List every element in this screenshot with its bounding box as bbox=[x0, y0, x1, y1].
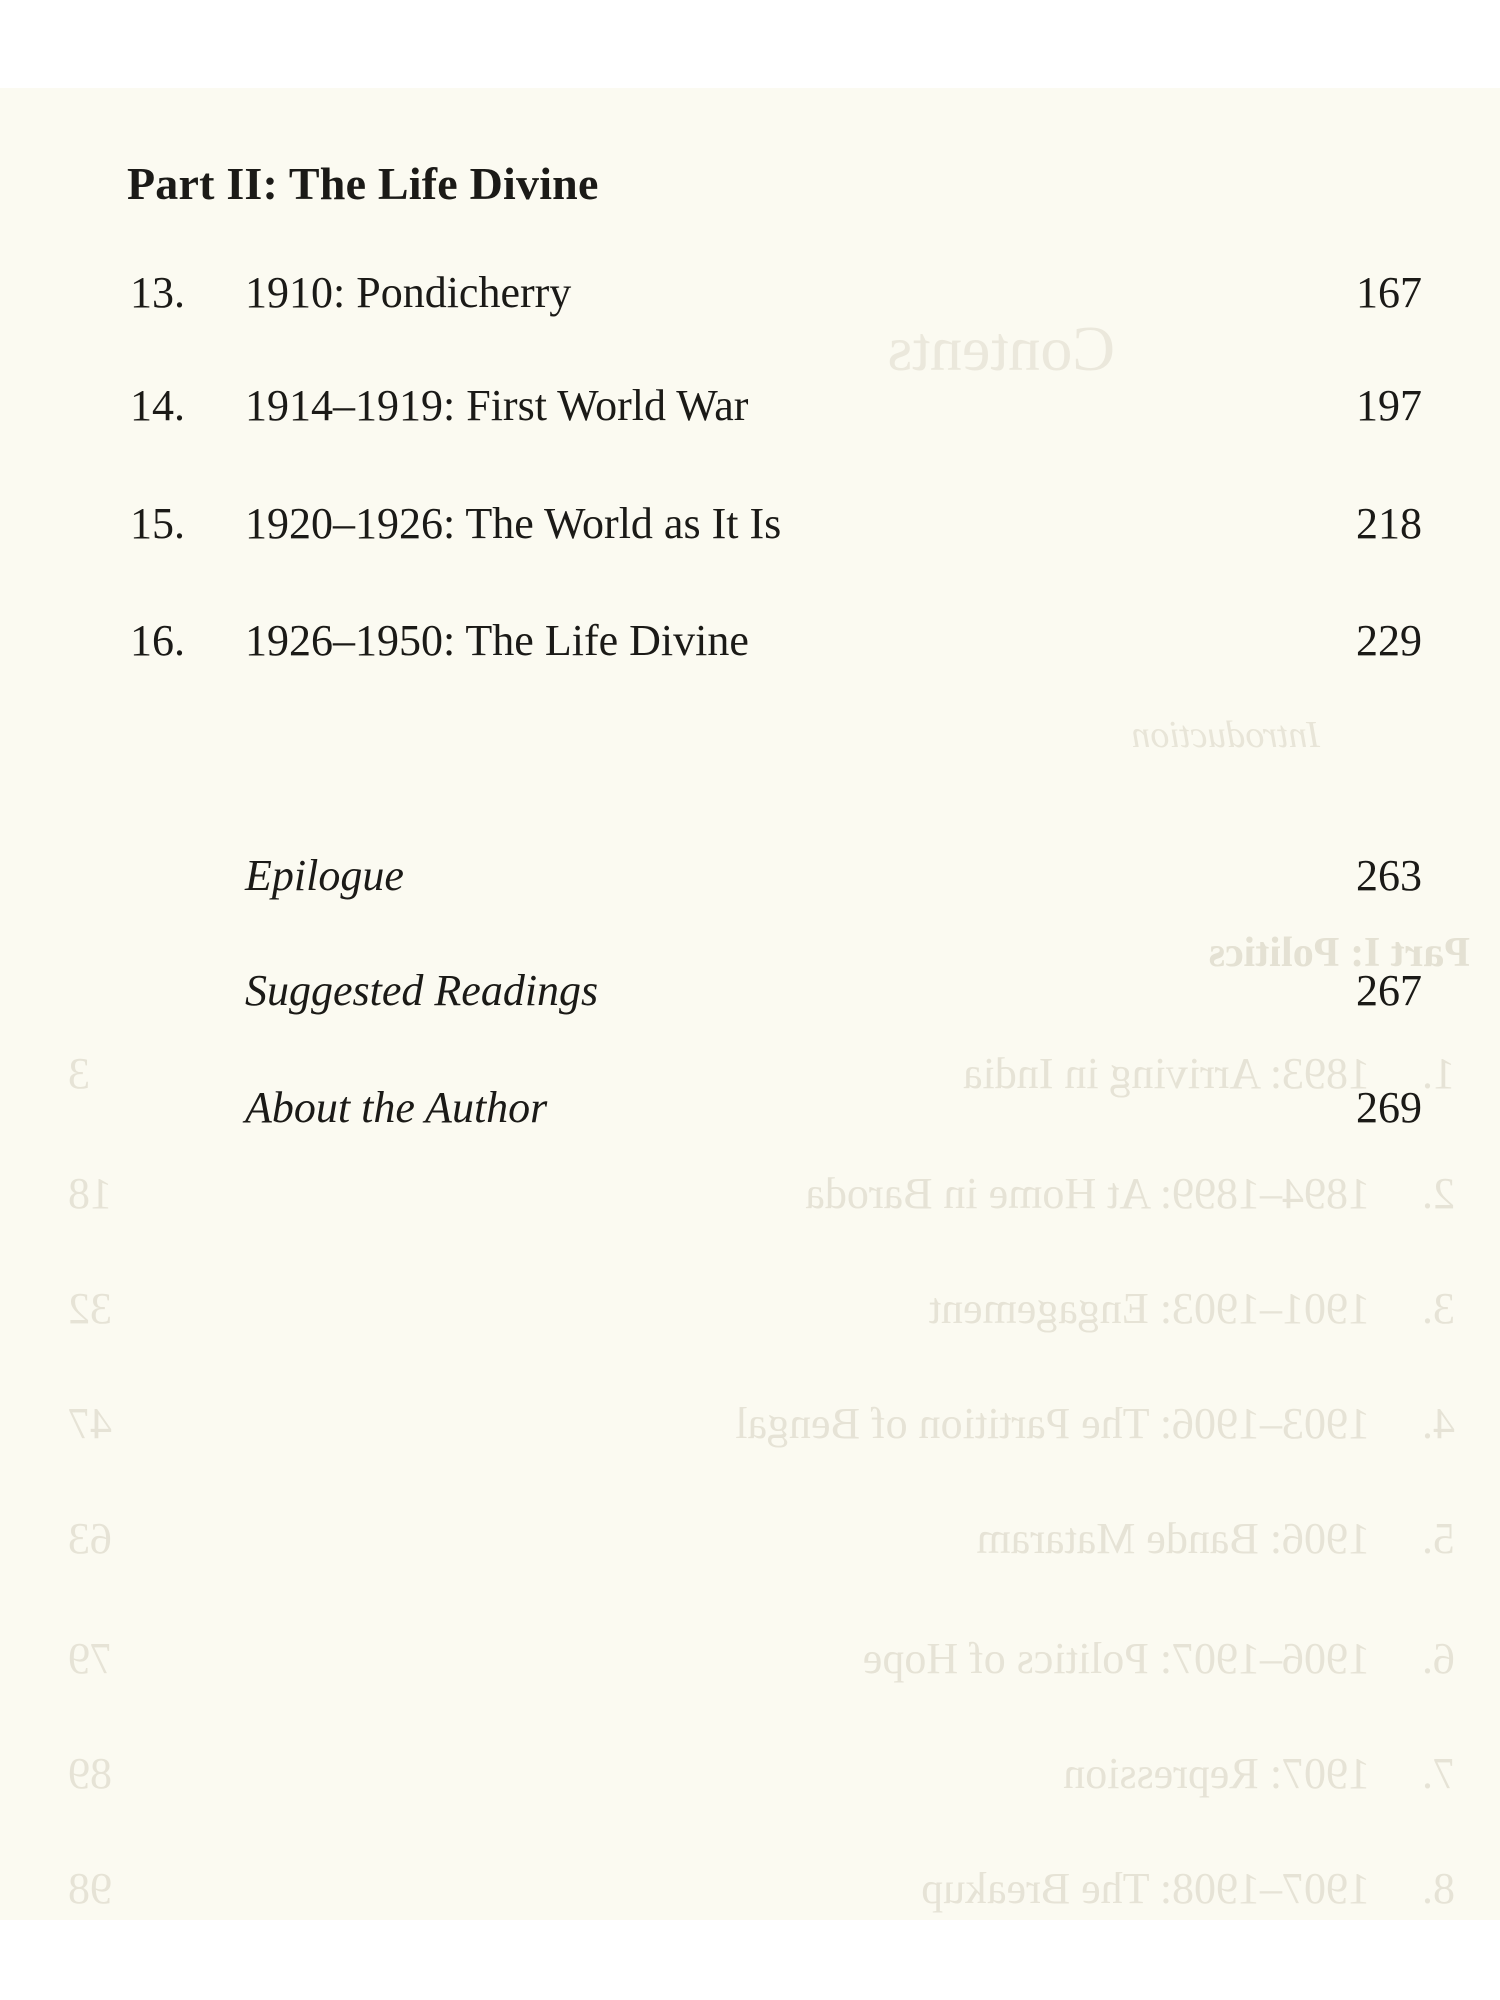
chapter-number: 13. bbox=[130, 268, 185, 317]
toc-entry-chapter-15 bbox=[0, 496, 1500, 552]
show-through-title: 1907: Repression bbox=[1063, 1749, 1370, 1798]
toc-entry-suggested-readings bbox=[0, 963, 1500, 1019]
page-number: 269 bbox=[1356, 1083, 1422, 1132]
show-through-number: 2. bbox=[1422, 1169, 1455, 1218]
show-through-title: 1893: Arriving in India bbox=[963, 1049, 1370, 1098]
show-through-number: 1. bbox=[1422, 1049, 1455, 1098]
chapter-number: 15. bbox=[130, 499, 185, 548]
show-through-title: 1894–1899: At Home in Baroda bbox=[805, 1169, 1370, 1218]
back-matter-title: About the Author bbox=[245, 1083, 548, 1132]
show-through-part: Part I: Politics bbox=[1208, 930, 1470, 976]
page-number: 197 bbox=[1356, 381, 1422, 430]
show-through-title: 1901–1903: Engagement bbox=[928, 1284, 1370, 1333]
chapter-title: 1914–1919: First World War bbox=[245, 381, 749, 430]
show-through-heading: Contents bbox=[887, 313, 1115, 384]
back-matter-title: Suggested Readings bbox=[245, 966, 599, 1015]
page-number: 218 bbox=[1356, 499, 1422, 548]
show-through-title: 1903–1906: The Partition of Bengal bbox=[735, 1399, 1370, 1448]
show-through-page: 32 bbox=[68, 1284, 112, 1333]
show-through-page: 3 bbox=[68, 1049, 90, 1098]
show-through-page: 63 bbox=[68, 1514, 112, 1563]
show-through-number: 3. bbox=[1422, 1284, 1455, 1333]
show-through-page: 79 bbox=[68, 1634, 112, 1683]
chapter-number: 16. bbox=[130, 616, 185, 665]
toc-entry-epilogue bbox=[0, 848, 1500, 904]
page-number: 267 bbox=[1356, 966, 1422, 1015]
page-number: 229 bbox=[1356, 616, 1422, 665]
show-through-page: 98 bbox=[68, 1864, 112, 1913]
show-through-number: 6. bbox=[1422, 1634, 1455, 1683]
part-heading: Part II: The Life Divine bbox=[127, 158, 599, 209]
show-through-number: 4. bbox=[1422, 1399, 1455, 1448]
show-through-intro: Introduction bbox=[1131, 714, 1320, 756]
chapter-title: 1920–1926: The World as It Is bbox=[245, 499, 782, 548]
show-through-title: 1906–1907: Politics of Hope bbox=[862, 1634, 1370, 1683]
toc-entry-chapter-14 bbox=[0, 378, 1500, 434]
chapter-title: 1926–1950: The Life Divine bbox=[245, 616, 749, 665]
show-through-number: 7. bbox=[1422, 1749, 1455, 1798]
show-through-number: 8. bbox=[1422, 1864, 1455, 1913]
toc-entry-chapter-16 bbox=[0, 613, 1500, 669]
page-number: 167 bbox=[1356, 268, 1422, 317]
show-through-title: 1907–1908: The Breakup bbox=[921, 1864, 1370, 1913]
show-through-number: 5. bbox=[1422, 1514, 1455, 1563]
toc-entry-chapter-13 bbox=[0, 265, 1500, 321]
book-page bbox=[0, 88, 1500, 1920]
table-of-contents bbox=[0, 88, 1500, 1920]
show-through-page: 18 bbox=[68, 1169, 112, 1218]
show-through-page: 47 bbox=[68, 1399, 112, 1448]
toc-entry-about-the-author bbox=[0, 1080, 1500, 1136]
chapter-number: 14. bbox=[130, 381, 185, 430]
show-through-page: 89 bbox=[68, 1749, 112, 1798]
chapter-title: 1910: Pondicherry bbox=[245, 268, 572, 317]
back-matter-title: Epilogue bbox=[245, 851, 404, 900]
show-through-title: 1906: Bande Mataram bbox=[976, 1514, 1370, 1563]
page-number: 263 bbox=[1356, 851, 1422, 900]
